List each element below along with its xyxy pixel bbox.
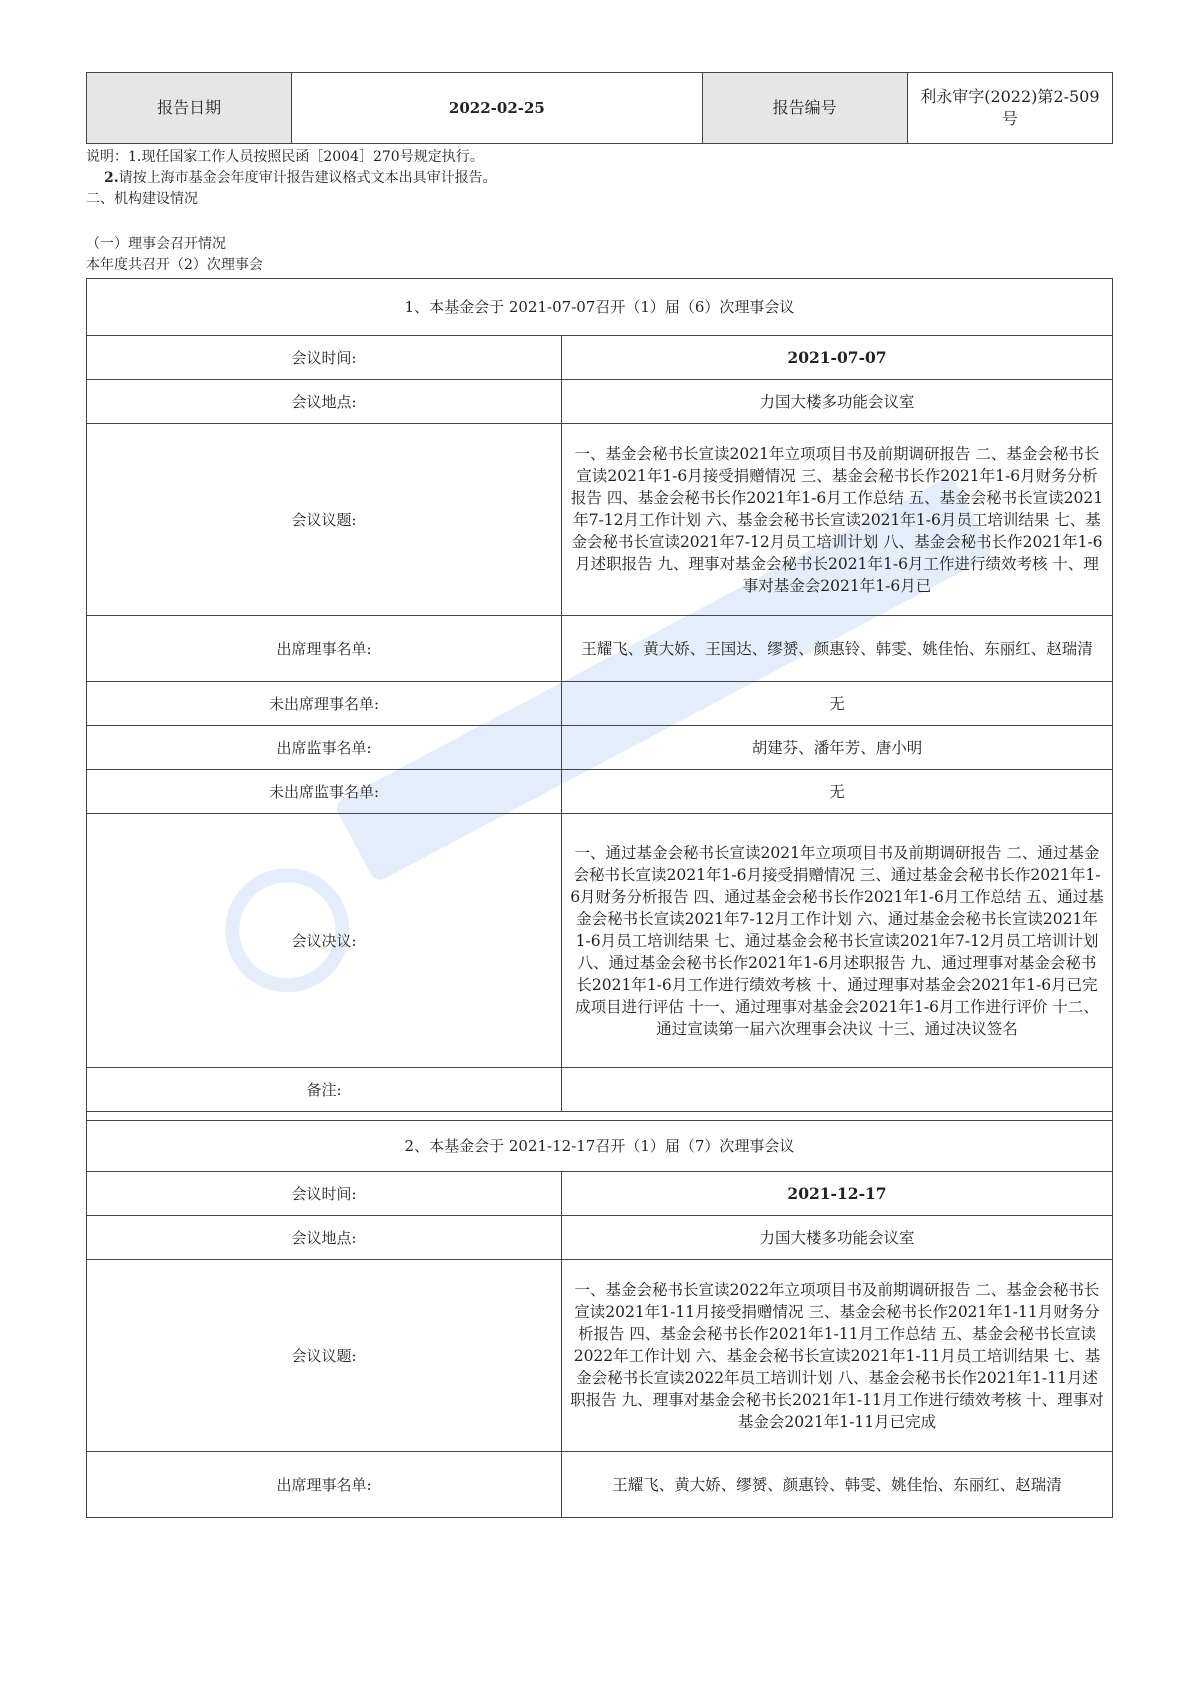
meeting-summary: 本年度共召开（2）次理事会 [86,257,263,273]
subsection-heading: （一）理事会召开情况 [86,236,226,252]
meeting-1-topics-label: 会议议题: [87,424,562,616]
meeting-1-absent-directors-label: 未出席理事名单: [87,682,562,726]
meeting-2-place-label: 会议地点: [87,1216,562,1260]
meeting-1-absent-supervisors-label: 未出席监事名单: [87,770,562,814]
meeting-2-place-value: 力国大楼多功能会议室 [562,1216,1113,1260]
table-gap [86,1112,1113,1120]
section-heading: 二、机构建设情况 [86,191,198,207]
meeting-1-title: 1、本基金会于 2021-07-07召开（1）届（6）次理事会议 [87,279,1113,336]
meeting-2-table [86,1120,1113,1518]
meeting-2-time-label: 会议时间: [87,1172,562,1216]
meeting-1-resolution-label: 会议决议: [87,814,562,1068]
notes-block [86,147,1113,276]
meeting-2-attend-directors-label: 出席理事名单: [87,1452,562,1518]
meeting-1-topics-value: 一、基金会秘书长宣读2021年立项项目书及前期调研报告 二、基金会秘书长宣读2021年1-6月接受捐赠情况 三、基金会秘书长作2021年1-6月财务分析报告 四、基金会秘书长作2021年1-6月工作总结 五、基金会秘书长宣读2021年7-12月工作计划 六、基金会秘书长宣读2021年1-6月员工培训结果 七、基金会秘书长宣读2021年7-12月员工培训计划 八、基金会秘书长作2021年1-6月述职报告 九、理事对基金会秘书长2021年1-6月工作进行绩效考核 十、理事对基金会2021年1-6月已 [562,424,1113,616]
meeting-2-time-value: 2021-12-17 [562,1172,1113,1216]
meeting-1-attend-directors-value: 王耀飞、黄大娇、王国达、缪赟、颜惠铃、韩雯、姚佳怡、东丽红、赵瑞清 [562,616,1113,682]
meeting-1-resolution-value: 一、通过基金会秘书长宣读2021年立项项目书及前期调研报告 二、通过基金会秘书长宣读2021年1-6月接受捐赠情况 三、通过基金会秘书长作2021年1-6月财务分析报告 四、通过基金会秘书长作2021年1-6月工作总结 五、通过基金会秘书长宣读2021年7-12月工作计划 六、通过基金会秘书长宣读2021年1-6月员工培训结果 七、通过基金会秘书长宣读2021年7-12月员工培训计划 八、通过基金会秘书长作2021年1-6月述职报告 九、通过理事对基金会秘书长2021年1-6月工作进行绩效考核 十、通过理事对基金会2021年1-6月已完成项目进行评估 十一、通过理事对基金会2021年1-6月工作进行评价 十二、通过宣读第一届六次理事会决议 十三、通过决议签名 [562,814,1113,1068]
report-date-value: 2022-02-25 [292,73,702,144]
note-line-1: 说明：1.现任国家工作人员按照民函［2004］270号规定执行。 [86,149,484,165]
meeting-2-title: 2、本基金会于 2021-12-17召开（1）届（7）次理事会议 [87,1121,1113,1172]
meeting-1-absent-directors-value: 无 [562,682,1113,726]
meeting-1-time-value: 2021-07-07 [562,336,1113,380]
meeting-2-attend-directors-value: 王耀飞、黄大娇、缪赟、颜惠铃、韩雯、姚佳怡、东丽红、赵瑞清 [562,1452,1113,1518]
meeting-1-absent-supervisors-value: 无 [562,770,1113,814]
report-header-table [86,72,1113,144]
document-page [86,72,1113,1518]
meeting-1-table [86,278,1113,1112]
meeting-1-time-label: 会议时间: [87,336,562,380]
report-no-value: 利永审字(2022)第2-509号 [907,73,1112,144]
meeting-1-attend-supervisors-label: 出席监事名单: [87,726,562,770]
meeting-2-topics-label: 会议议题: [87,1260,562,1452]
report-date-label: 报告日期 [87,73,292,144]
meeting-2-topics-value: 一、基金会秘书长宣读2022年立项项目书及前期调研报告 二、基金会秘书长宣读2021年1-11月接受捐赠情况 三、基金会秘书长作2021年1-11月财务分析报告 四、基金会秘书长作2021年1-11月工作总结 五、基金会秘书长宣读2022年工作计划 六、基金会秘书长宣读2021年1-11月员工培训结果 七、基金会秘书长宣读2022年员工培训计划 八、基金会秘书长作2021年1-11月述职报告 九、理事对基金会秘书长2021年1-11月工作进行绩效考核 十、理事对基金会2021年1-11月已完成 [562,1260,1113,1452]
meeting-1-remark-value [562,1068,1113,1112]
meeting-1-attend-directors-label: 出席理事名单: [87,616,562,682]
meeting-1-attend-supervisors-value: 胡建芬、潘年芳、唐小明 [562,726,1113,770]
note-line-2: 2.请按上海市基金会年度审计报告建议格式文本出具审计报告。 [104,170,497,186]
report-no-label: 报告编号 [702,73,907,144]
meeting-1-remark-label: 备注: [87,1068,562,1112]
meeting-1-place-label: 会议地点: [87,380,562,424]
meeting-1-place-value: 力国大楼多功能会议室 [562,380,1113,424]
